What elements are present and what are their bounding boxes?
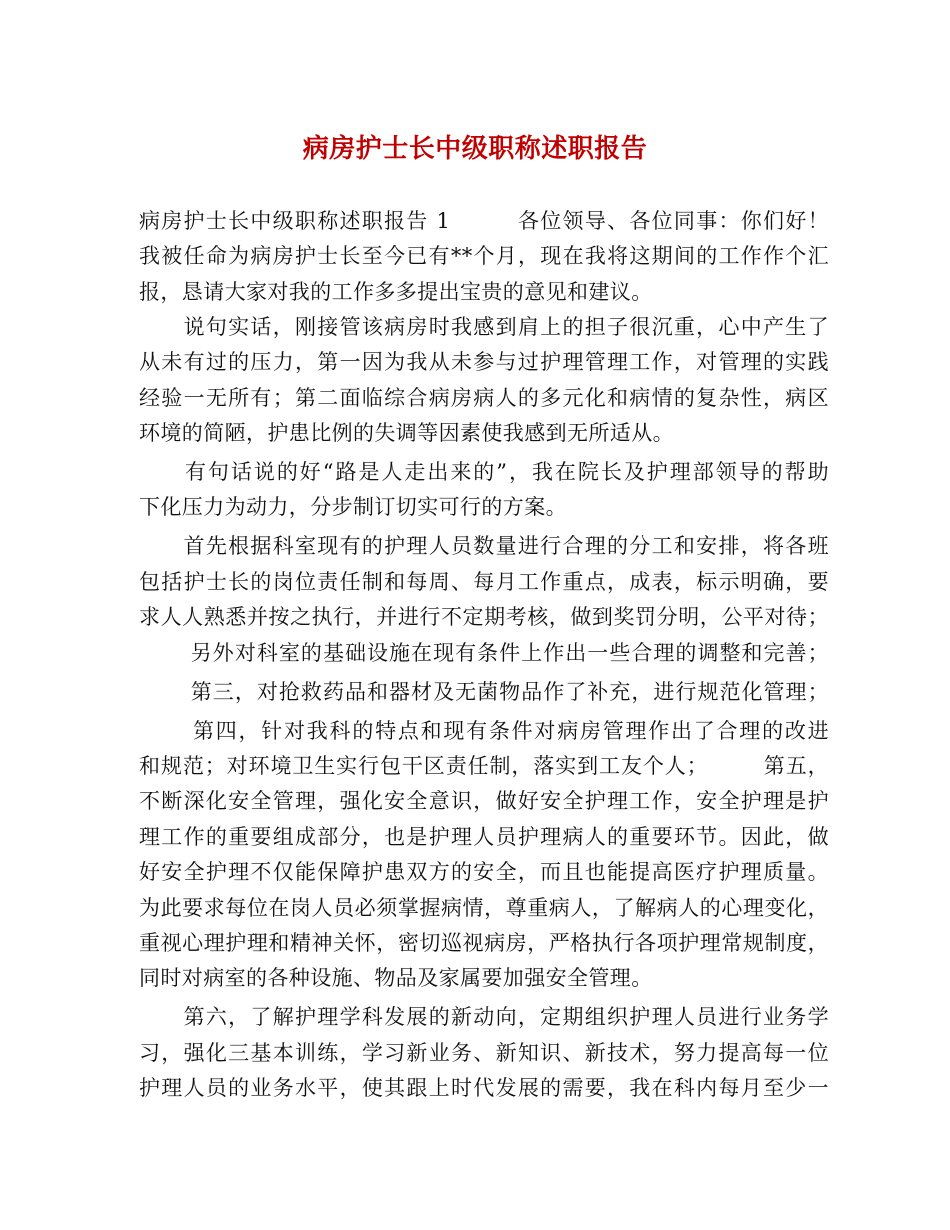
body-line: 第三，对抢救药品和器材及无菌物品作了补充，进行规范化管理； bbox=[139, 680, 829, 704]
body-line: 报，恳请大家对我的工作多多提出宝贵的意见和建议。 bbox=[139, 280, 653, 304]
body-line: 和规范；对环境卫生实行包干区责任制，落实到工友个人； 第五， bbox=[139, 754, 829, 778]
body-line: 下化压力为动力，分步制订切实可行的方案。 bbox=[139, 495, 567, 519]
body-line: 首先根据科室现有的护理人员数量进行合理的分工和安排，将各班 bbox=[139, 534, 829, 558]
body-line: 为此要求每位在岗人员必须掌握病情，尊重病人，了解病人的心理变化， bbox=[139, 896, 829, 920]
body-line: 包括护士长的岗位责任制和每周、每月工作重点，成表，标示明确，要 bbox=[139, 570, 829, 594]
body-line: 病房护士长中级职称述职报告 1 各位领导、各位同事：你们好！ bbox=[139, 209, 829, 233]
body-line: 重视心理护理和精神关怀，密切巡视病房，严格执行各项护理常规制度， bbox=[139, 931, 829, 955]
document-title: 病房护士长中级职称述职报告 bbox=[302, 134, 648, 164]
body-line: 习，强化三基本训练，学习新业务、新知识、新技术，努力提高每一位 bbox=[139, 1041, 829, 1065]
body-line: 第六，了解护理学科发展的新动向，定期组织护理人员进行业务学 bbox=[139, 1005, 829, 1029]
body-line: 求人人熟悉并按之执行，并进行不定期考核，做到奖罚分明，公平对待； bbox=[139, 605, 829, 629]
body-line: 理工作的重要组成部分，也是护理人员护理病人的重要环节。因此，做 bbox=[139, 825, 829, 849]
body-line: 同时对病室的各种设施、物品及家属要加强安全管理。 bbox=[139, 966, 653, 990]
body-line: 经验一无所有；第二面临综合病房病人的多元化和病情的复杂性，病区 bbox=[139, 386, 829, 410]
body-line: 说句实话，刚接管该病房时我感到肩上的担子很沉重，心中产生了 bbox=[139, 315, 829, 339]
body-line: 环境的简陋，护患比例的失调等因素使我感到无所适从。 bbox=[139, 421, 674, 445]
body-line: 不断深化安全管理，强化安全意识，做好安全护理工作，安全护理是护 bbox=[139, 789, 829, 813]
body-line: 我被任命为病房护士长至今已有**个月，现在我将这期间的工作作个汇 bbox=[139, 244, 829, 268]
body-line: 有句话说的好“路是人走出来的”，我在院长及护理部领导的帮助 bbox=[139, 460, 829, 484]
body-line: 另外对科室的基础设施在现有条件上作出一些合理的调整和完善； bbox=[139, 641, 829, 665]
body-line: 好安全护理不仅能保障护患双方的安全，而且也能提高医疗护理质量。 bbox=[139, 860, 829, 884]
body-line: 第四，针对我科的特点和现有条件对病房管理作出了合理的改进 bbox=[139, 719, 829, 743]
body-line: 护理人员的业务水平，使其跟上时代发展的需要，我在科内每月至少一 bbox=[139, 1076, 829, 1100]
body-line: 从未有过的压力，第一因为我从未参与过护理管理工作，对管理的实践 bbox=[139, 350, 829, 374]
